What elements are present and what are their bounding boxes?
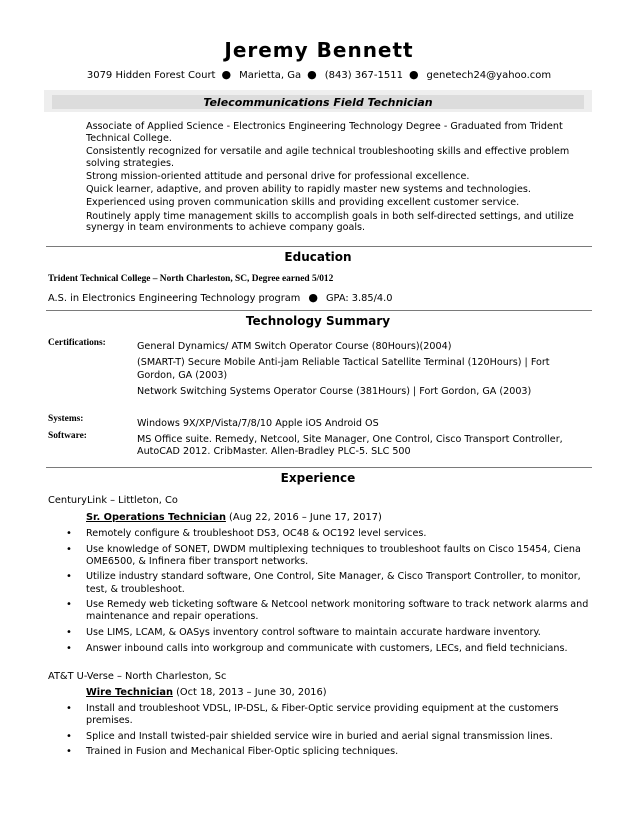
list-item-text: Use Remedy web ticketing software & Netcool network monitoring software to track network alarms and maintenance and repair operations.	[86, 599, 589, 623]
summary-line: Quick learner, adaptive, and proven ability to rapidly master new systems and technologies.	[86, 184, 531, 196]
list-item	[66, 731, 594, 743]
list-item-text: Install and troubleshoot VDSL, IP-DSL, & Fiber-Optic service providing equipment at the customers premises.	[86, 703, 559, 727]
job-bullet-list	[66, 703, 594, 762]
list-item	[66, 643, 594, 655]
summary-line: Associate of Applied Science - Electronics Engineering Technology Degree - Graduated from Trident Technical College.	[86, 121, 563, 144]
contact-city: Marietta, Ga	[239, 70, 302, 81]
list-item	[66, 746, 594, 758]
candidate-name: Jeremy Bennett	[224, 38, 414, 62]
section-divider	[46, 310, 592, 311]
bullet-icon: •	[66, 571, 72, 583]
list-item-text: Use knowledge of SONET, DWDM multiplexing techniques to troubleshoot faults on Cisco 15454, Ciena OME6500, & Infinera fiber transport networks.	[86, 543, 581, 567]
certification-item: (SMART-T) Secure Mobile Anti-jam Reliable Tactical Satellite Terminal (120Hours) | Fort Gordon, GA (2003)	[137, 357, 550, 381]
separator-dot: ●	[408, 68, 419, 81]
job-title: Wire Technician	[86, 687, 173, 698]
list-item	[66, 528, 594, 540]
contact-line	[0, 68, 638, 81]
list-item	[66, 703, 594, 727]
separator-dot: ●	[221, 68, 232, 81]
certification-item: Network Switching Systems Operator Course (381Hours) | Fort Gordon, GA (2003)	[137, 386, 532, 398]
section-divider	[46, 246, 592, 247]
bullet-icon: •	[66, 626, 72, 638]
list-item-text: Remotely configure & troubleshoot DS3, OC48 & OC192 level services.	[86, 528, 427, 539]
separator-dot: ●	[307, 68, 317, 81]
education-heading: Education	[284, 250, 352, 264]
contact-address: 3079 Hidden Forest Court	[86, 70, 216, 81]
list-item-text: Trained in Fusion and Mechanical Fiber-Optic splicing techniques.	[86, 746, 399, 758]
contact-email[interactable]: genetech24@yahoo.com	[426, 70, 552, 81]
software-label: Software:	[48, 431, 87, 441]
systems-value: Windows 9X/XP/Vista/7/8/10 Apple iOS Android OS	[137, 418, 379, 429]
bullet-icon: •	[66, 642, 72, 654]
list-item-text: Use LIMS, LCAM, & OASys inventory control software to maintain accurate hardware inventory.	[86, 626, 541, 638]
certifications-list	[137, 341, 587, 403]
education-degree: A.S. in Electronics Engineering Technology program	[48, 293, 301, 304]
list-item-text: Answer inbound calls into workgroup and communicate with customers, LECs, and field technicians.	[86, 642, 568, 654]
bullet-icon: •	[66, 543, 72, 555]
education-school: Trident Technical College – North Charleston, SC, Degree earned 5/012	[48, 274, 334, 284]
list-item-text: Utilize industry standard software, One Control, Site Manager, & Cisco Transport Controller, to monitor, test, & troubleshoot.	[86, 571, 581, 595]
bullet-icon: •	[66, 599, 72, 611]
experience-heading: Experience	[280, 471, 356, 485]
certification-item: General Dynamics/ ATM Switch Operator Course (80Hours)(2004)	[137, 341, 452, 352]
list-item	[66, 599, 594, 623]
summary-line: Strong mission-oriented attitude and personal drive for professional excellence.	[86, 170, 470, 182]
contact-phone: (843) 367-1511	[324, 70, 403, 81]
software-value: MS Office suite. Remedy, Netcool, Site Manager, One Control, Cisco Transport Controller, AutoCAD 2012. CribMaster. Allen-Bradley PLC-5. SLC 500	[137, 434, 563, 458]
job-company: CenturyLink – Littleton, Co	[48, 495, 178, 506]
summary-line: Routinely apply time management skills to accomplish goals in both self-directed settings, and utilize synergy in team environments to achieve company goals.	[86, 210, 574, 234]
summary-line: Consistently recognized for versatile and agile technical troubleshooting skills and effective problem solving strategies.	[86, 145, 570, 169]
job-company: AT&T U-Verse – North Charleston, Sc	[48, 671, 227, 682]
section-divider	[46, 467, 592, 468]
bullet-icon: •	[66, 703, 72, 714]
technology-heading: Technology Summary	[245, 314, 391, 328]
list-item	[66, 627, 594, 639]
separator-dot: ●	[308, 291, 318, 304]
bullet-icon: •	[66, 730, 72, 742]
summary-line: Experienced using proven communication skills and providing excellent customer service.	[86, 197, 520, 209]
summary-block	[86, 121, 596, 236]
education-degree-line	[48, 291, 392, 304]
job-title: Sr. Operations Technician	[86, 512, 226, 523]
list-item	[66, 544, 594, 568]
bullet-icon: •	[66, 528, 72, 539]
job-bullet-list	[66, 528, 594, 658]
job-dates: (Aug 22, 2016 – June 17, 2017)	[225, 512, 382, 523]
job-dates: (Oct 18, 2013 – June 30, 2016)	[172, 687, 327, 698]
certifications-label: Certifications:	[48, 338, 106, 348]
list-item	[66, 571, 594, 595]
education-gpa: GPA: 3.85/4.0	[325, 293, 393, 304]
systems-label: Systems:	[48, 414, 84, 424]
bullet-icon: •	[66, 746, 72, 758]
job-role-line	[86, 687, 327, 698]
list-item-text: Splice and Install twisted-pair shielded service wire in buried and aerial signal transmission lines.	[86, 730, 553, 742]
job-role-line	[86, 512, 382, 523]
job-headline: Telecommunications Field Technician	[203, 96, 433, 109]
